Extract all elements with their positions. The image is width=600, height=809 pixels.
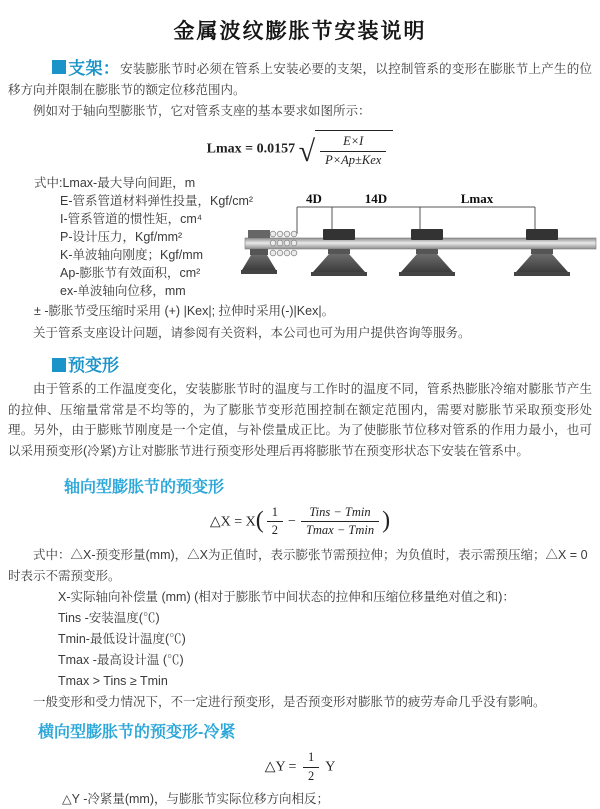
sqrt-content xyxy=(315,130,393,168)
axial-note-line: Tmax -最高设计温 (℃) xyxy=(58,653,184,667)
temperature-fraction xyxy=(301,505,379,539)
section-square-icon xyxy=(52,60,66,74)
pipe-support-diagram xyxy=(243,190,598,288)
formula-lhs: △Y = xyxy=(264,759,297,775)
close-paren: ) xyxy=(382,507,391,534)
definition-line: Ap-膨胀节有效面积，cm² xyxy=(60,266,201,281)
dim-label-4d: 4D xyxy=(306,191,322,206)
definition-line: E-管系管道材料弹性投量，Kgf/cm² xyxy=(60,194,254,209)
predeform-heading-text: 预变形 xyxy=(68,356,119,376)
axial-note-line: 一般变形和受力情况下，不一定进行预变形，是否预变形对膨胀节的疲劳寿命几乎没有影响。 xyxy=(33,695,546,709)
sqrt-expression xyxy=(299,130,394,168)
lateral-formula xyxy=(8,750,592,784)
axial-note-line: Tmax > Tins ≥ Tmin xyxy=(58,674,168,688)
axial-note-line: X-实际轴向补偿量 (mm) (相对于膨胀节中间状态的拉伸和压缩位移量绝对值之和)： xyxy=(58,590,515,604)
section-square-icon xyxy=(52,358,66,372)
formula-lhs: △X = X xyxy=(209,514,256,530)
lateral-subheading: 横向型膨胀节的预变形-冷紧 xyxy=(38,724,236,741)
guide-support xyxy=(311,229,367,276)
axial-subheading: 轴向型膨胀节的预变形 xyxy=(64,478,225,496)
support-example-line: 例如对于轴向型膨胀节，它对管系支座的基本要求如图所示： xyxy=(33,104,371,118)
axial-note-line: Tins -安装温度(℃) xyxy=(58,611,160,625)
fraction-numerator: Tins − Tmin xyxy=(301,505,379,523)
fraction-numerator: E×I xyxy=(320,134,386,152)
page-title: 金属波纹膨胀节安装说明 xyxy=(173,20,427,43)
support-section-heading: 支架： xyxy=(68,59,121,78)
formula-rhs: Y xyxy=(325,759,336,775)
axial-note-line: Tmin-最低设计温度(℃) xyxy=(58,632,186,646)
dim-label-lmax: Lmax xyxy=(460,191,494,206)
fraction-denominator: P×Ap±Kex xyxy=(325,152,382,167)
half-fraction xyxy=(267,505,283,539)
fraction-denominator: 2 xyxy=(271,523,279,538)
axial-note-line: 式中：△X-预变形量(mm)，△X为正值时，表示膨张节需预拉伸；为负值时，表示需预压缩；△X = 0时表示不需预变形。 xyxy=(8,548,588,583)
definition-line: ex-单波轴向位移，mm xyxy=(60,284,186,299)
fraction-denominator: Tmax − Tmin xyxy=(305,523,375,538)
definition-line: P-设计压力，Kgf/mm² xyxy=(60,230,183,245)
radical-sign-icon: √ xyxy=(298,135,316,169)
support-intro-paragraph xyxy=(8,58,592,101)
minus-operator: − xyxy=(288,514,296,530)
dim-label-14d: 14D xyxy=(364,191,388,206)
guide-support xyxy=(399,229,455,276)
predeform-paragraph: 由于管系的工作温度变化，安装膨胀节时的温度与工作时的温度不同，管系热膨胀冷缩对膨胀节产生的拉伸、压缩量常常是不均等的，为了膨胀节变形范围控制在额定范围内，需要对膨胀节采取预变形处理。另外，由于膨账节刚度是一个定值，与补偿量成正比。为了使膨胀节位移对管系的作用力最小，也可以采用预变形(冷紧)方让对膨胀节进行预变形处理后再将膨胀节在预变形状态下安装在管系中。 xyxy=(8,382,592,458)
axial-formula xyxy=(8,505,592,539)
fraction-numerator: 1 xyxy=(267,505,283,523)
fraction-numerator: 1 xyxy=(303,750,319,768)
definition-line: 式中:Lmax-最大导向间距，m xyxy=(34,176,196,191)
guide-spacing-formula xyxy=(8,130,592,168)
kex-note: ± -膨胀节受压缩时采用 (+) |Kex|; 拉伸时采用(-)|Kex|。 xyxy=(34,304,335,319)
service-note: 关于管系支座设计问题，请参阅有关资料，本公司也可为用户提供咨询等服务。 xyxy=(33,326,471,341)
half-fraction xyxy=(303,750,319,784)
fraction-denominator: 2 xyxy=(307,768,315,783)
axial-notes xyxy=(8,545,592,713)
guide-support xyxy=(514,229,570,276)
fraction xyxy=(320,134,386,168)
predeform-section-heading xyxy=(8,355,592,377)
formula-lhs: Lmax = 0.0157 xyxy=(206,141,296,157)
definition-line: K-单波轴向刚度；Kgf/mm xyxy=(60,248,204,263)
support-intro-text: 安装膨胀节时必须在管系上安装必要的支架，以控制管系的变形在膨胀节上产生的位移方向并限制在膨胀节的额定位移范围内。 xyxy=(8,62,593,97)
lateral-note: △Y -冷紧量(mm)，与膨胀节实际位移方向相反； xyxy=(62,792,330,807)
definition-line: I-管系管道的惯性矩，cm⁴ xyxy=(60,212,203,227)
open-paren: ( xyxy=(255,507,264,534)
